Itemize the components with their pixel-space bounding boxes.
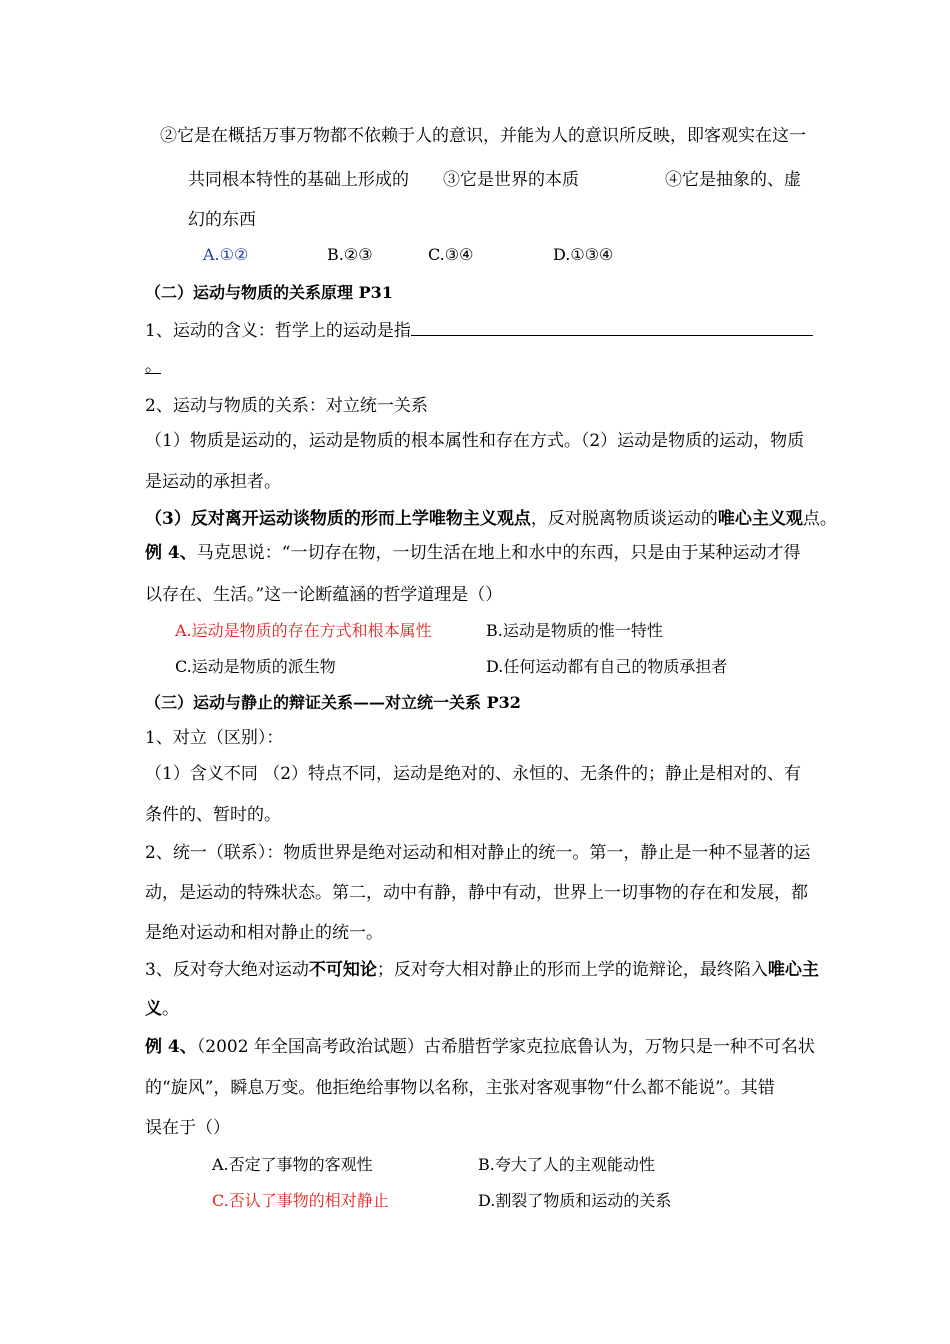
- section3-option-a: A.否定了事物的客观性: [212, 1155, 373, 1174]
- p4-agnosticism: 不可知论: [308, 960, 377, 980]
- q3-item2-line2: 共同根本特性的基础上形成的: [188, 170, 409, 190]
- p4-text-a: 3、反对夸大绝对运动: [145, 960, 309, 980]
- p4-metaphysical-materialism: 形而上学唯物主义观点: [360, 509, 531, 529]
- p4-text-a: （3）反对离开运动谈物质的: [145, 509, 361, 529]
- section3-example-line1: [145, 1037, 815, 1057]
- section2-option-a: A.运动是物质的存在方式和根本属性: [175, 621, 432, 640]
- section3-p3-line3: 是绝对运动和相对静止的统一。: [145, 923, 383, 943]
- section3-option-c: C.否认了事物的相对静止: [212, 1191, 389, 1210]
- q3-item2-line1: ②它是在概括万事万物都不依赖于人的意识，并能为人的意识所反映，即客观实在这一: [160, 126, 806, 146]
- q3-item4-part1: ④它是抽象的、虚: [665, 170, 801, 190]
- p1-end-blank: 。: [145, 356, 162, 376]
- section3-p1: 1、对立（区别）：: [145, 728, 284, 748]
- section3-example-line3: 误在于（）: [145, 1118, 230, 1138]
- motion-definition-blank: [411, 318, 813, 336]
- section2-option-d: D.任何运动都有自己的物质承担者: [486, 657, 728, 676]
- section2-option-c: C.运动是物质的派生物: [175, 657, 336, 676]
- section2-example-line1: [145, 543, 800, 563]
- p4-text-e: 点。: [802, 509, 837, 529]
- section3-p4-line2: [145, 999, 179, 1019]
- q3-option-b: B.②③: [327, 245, 373, 264]
- example-text: （2002 年全国高考政治试题）古希腊哲学家克拉底鲁认为，万物只是一种不可名状: [196, 1037, 815, 1057]
- p4-idealism: 唯心主义观: [717, 509, 803, 529]
- section2-example-line2: 以存在、生活。”这一论断蕴涵的哲学道理是（）: [145, 585, 503, 605]
- section2-heading: （二）运动与物质的关系原理 P31: [145, 283, 393, 302]
- p4-text-c: ，反对脱离物质谈运动的: [530, 509, 718, 529]
- p4-period: 。: [162, 999, 179, 1019]
- section3-p3-line1: 2、统一（联系）：物质世界是绝对运动和相对静止的统一。第一，静止是一种不显著的运: [145, 843, 811, 863]
- example-label: 例 4、: [145, 543, 197, 563]
- q3-option-a: A.①②: [203, 245, 249, 264]
- q3-option-c: C.③④: [428, 245, 474, 264]
- example-label: 例 4、: [145, 1037, 197, 1057]
- section3-heading: （三）运动与静止的辩证关系——对立统一关系 P32: [145, 693, 521, 712]
- section2-option-b: B.运动是物质的惟一特性: [486, 621, 663, 640]
- p4-idealism: 唯心主: [767, 960, 819, 980]
- q3-option-d: D.①③④: [553, 245, 614, 264]
- section2-p2: 2、运动与物质的关系：对立统一关系: [145, 396, 428, 416]
- motion-definition-label: 1、运动的含义：哲学上的运动是指: [145, 321, 411, 341]
- section2-p3-line2: 是运动的承担者。: [145, 472, 281, 492]
- q3-item3: ③它是世界的本质: [443, 170, 579, 190]
- section2-p1: [145, 318, 813, 341]
- section2-p4: [145, 509, 837, 529]
- section3-option-b: B.夸大了人的主观能动性: [478, 1155, 655, 1174]
- section3-example-line2: 的“旋风”，瞬息万变。他拒绝给事物以名称，主张对客观事物“什么都不能说”。其错: [145, 1078, 775, 1098]
- example-text: 马克思说：“一切存在物，一切生活在地上和水中的东西，只是由于某种运动才得: [196, 543, 801, 563]
- section3-p3-line2: 动，是运动的特殊状态。第二，动中有静，静中有动，世界上一切事物的存在和发展，都: [145, 883, 808, 903]
- p4-text-c: ；反对夸大相对静止的形而上学的诡辩论，最终陷入: [376, 960, 768, 980]
- section2-p1-end: [145, 356, 161, 376]
- section3-p2-line2: 条件的、暂时的。: [145, 805, 281, 825]
- section3-option-d: D.割裂了物质和运动的关系: [478, 1191, 672, 1210]
- section2-p3-line1: （1）物质是运动的，运动是物质的根本属性和存在方式。（2）运动是物质的运动，物质: [145, 431, 805, 451]
- q3-item4-part2: 幻的东西: [188, 210, 256, 230]
- section3-p4-line1: [145, 960, 819, 980]
- section3-p2-line1: （1）含义不同 （2）特点不同，运动是绝对的、永恒的、无条件的；静止是相对的、有: [145, 764, 802, 784]
- p4-idealism-end: 义: [145, 999, 162, 1019]
